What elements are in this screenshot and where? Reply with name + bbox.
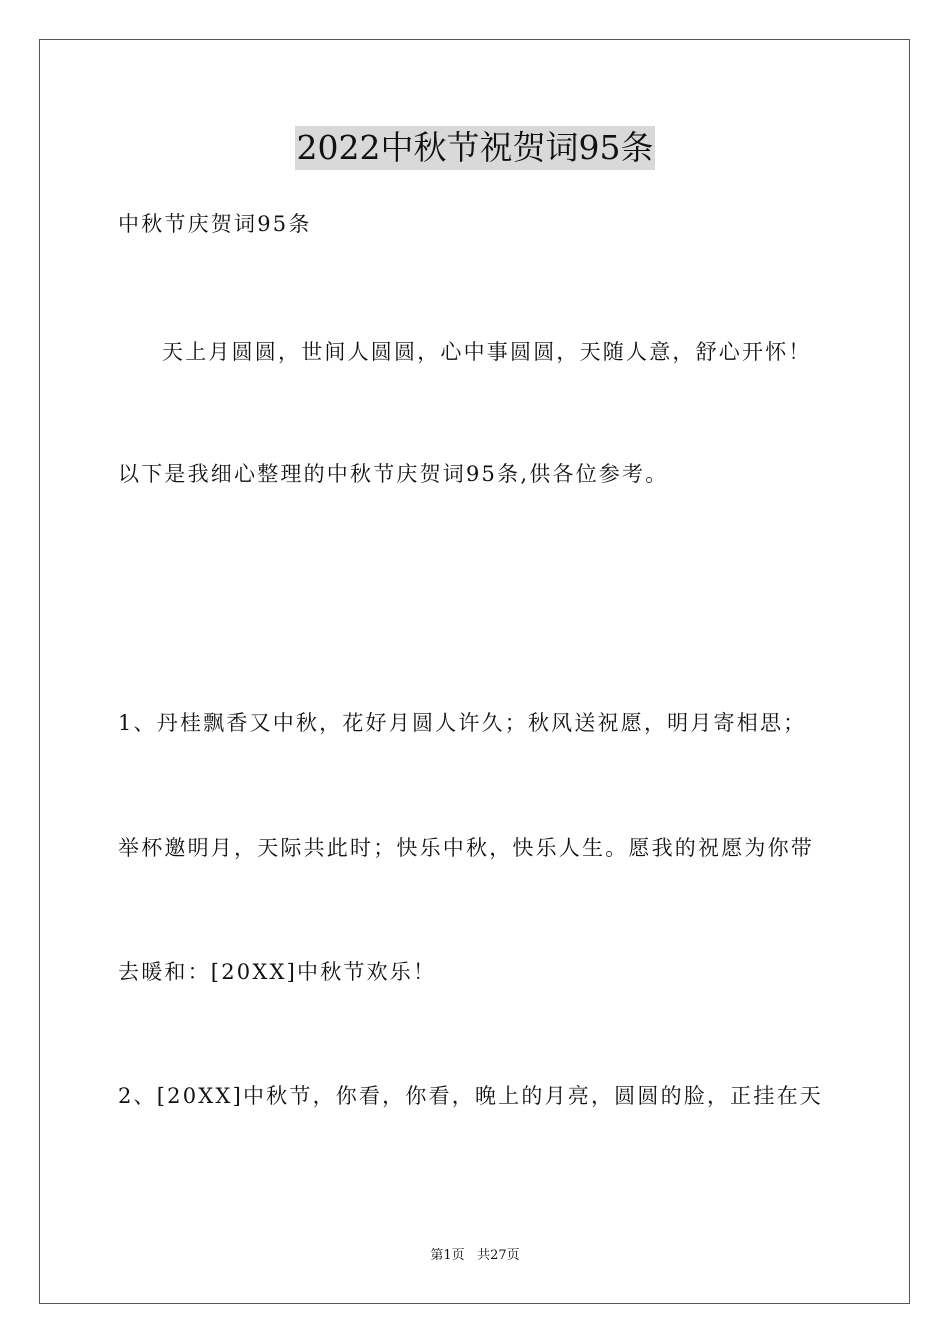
page-footer [0,1247,950,1265]
title-container [0,126,950,170]
paragraph-line: 2、[20XX]中秋节，你看，你看，晚上的月亮，圆圆的脸，正挂在天 [118,1084,823,1108]
paragraph-line: 1、丹桂飘香又中秋，花好月圆人许久；秋风送祝愿，明月寄相思； [118,711,807,735]
document-title: 2022中秋节祝贺词95条 [295,126,656,170]
intro-line: 天上月圆圆，世间人圆圆，心中事圆圆，天随人意，舒心开怀！ [162,340,812,364]
paragraph-line: 去暖和：[20XX]中秋节欢乐！ [118,960,437,984]
intro-line-2: 以下是我细心整理的中秋节庆贺词95条,供各位参考。 [118,462,669,486]
page-number-current: 第1页 [430,1248,465,1263]
paragraph-line: 举杯邀明月，天际共此时；快乐中秋，快乐人生。愿我的祝愿为你带 [118,836,814,860]
subtitle-line: 中秋节庆贺词95条 [118,212,312,236]
page-number-total: 共27页 [477,1248,520,1263]
